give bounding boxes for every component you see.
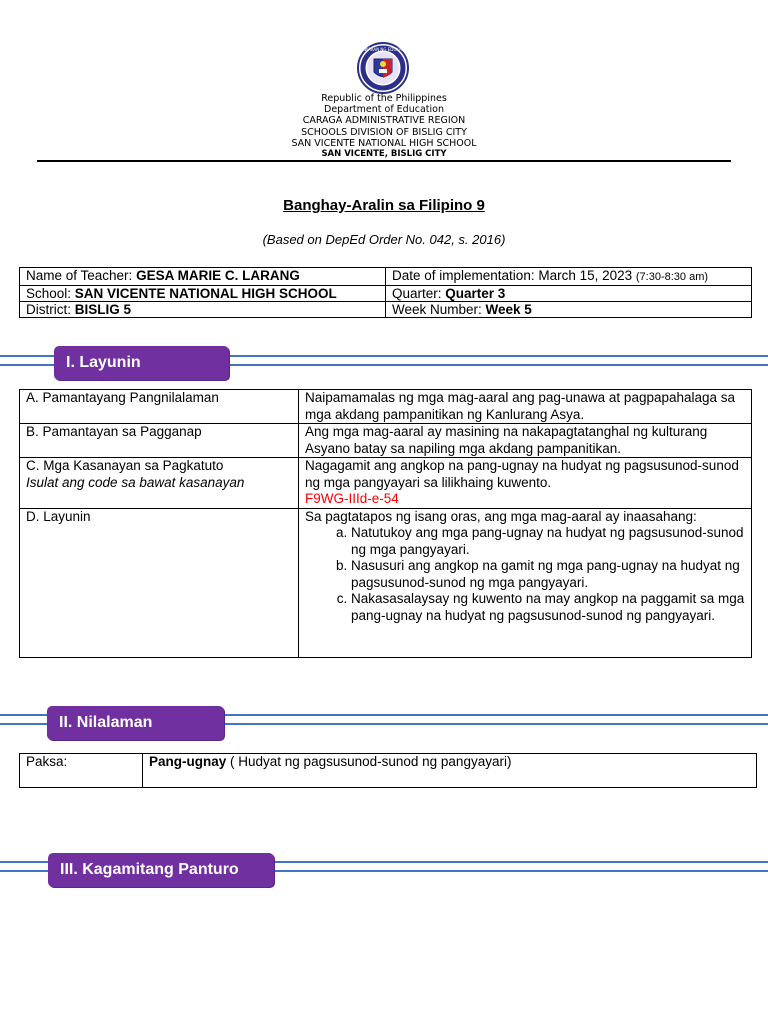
table-row [20,424,752,458]
row-c-label: C. Mga Kasanayan sa Pagkatuto [26,458,224,473]
header-line-school: SAN VICENTE NATIONAL HIGH SCHOOL [291,137,477,149]
date-cell [386,268,752,286]
svg-text:KAGAWARAN NG EDUKASYON: KAGAWARAN NG EDUKASYON [353,47,413,52]
table-row [20,286,752,302]
objectives-list [305,525,745,624]
district-cell [20,302,386,318]
row-c-text: Nagagamit ang angkop na pang-ugnay na hudyat ng pagsusunod-sunod ng mga pangyayari sa lilikhaing kuwento. [305,458,739,490]
paksa-label: Paksa: [20,754,143,788]
table-row [20,458,752,509]
row-a-text: Naipamamalas ng mga mag-aaral ang pag-unawa at pagpapahalaga sa mga akdang pampanitikan ng Kanlurang Asya. [299,390,752,424]
header-line-department: Department of Education [324,104,444,116]
paksa-detail: ( Hudyat ng pagsusunod-sunod ng pangyayari) [226,754,512,769]
row-c-note: Isulat ang code sa bawat kasanayan [26,474,245,490]
header-line-division: SCHOOLS DIVISION OF BISLIG CITY [301,126,467,138]
table-row [20,754,757,788]
deped-seal [352,42,414,94]
header-line-address: SAN VICENTE, BISLIG CITY [321,149,447,160]
layunin-table [19,389,752,658]
table-row [20,508,752,657]
list-item: a. Natutukoy ang mga pang-ugnay na hudyat ng pagsusunod-sunod ng mga pangyayari. [351,525,745,558]
week-label: Week Number: [392,302,486,317]
competency-code: F9WG-IIId-e-54 [305,491,399,506]
row-d-intro: Sa pagtatapos ng isang oras, ang mga mag-aaral ay inaasahang: [305,508,697,524]
teacher-value: GESA MARIE C. LARANG [136,268,300,283]
quarter-value: Quarter 3 [445,286,506,301]
district-label: District: [26,302,75,317]
table-row [20,268,752,286]
row-b-label: B. Pamantayan sa Pagganap [20,424,299,458]
row-c-text-cell [299,458,752,509]
header-divider [37,160,731,162]
list-item: b. Nasusuri ang angkop na gamit ng mga pang-ugnay na hudyat ng pagsusunod-sunod ng mga pangyayari. [351,558,745,591]
header-line-region: CARAGA ADMINISTRATIVE REGION [302,115,466,127]
school-cell [20,286,386,302]
section-heading-kagamitan: III. Kagamitang Panturo [48,853,274,887]
page-subtitle: (Based on DepEd Order No. 042, s. 2016) [262,232,506,247]
quarter-label: Quarter: [392,286,446,301]
paksa-topic: Pang-ugnay [149,754,227,769]
section-heading-nilalaman: II. Nilalaman [47,706,224,740]
school-value: SAN VICENTE NATIONAL HIGH SCHOOL [74,286,337,301]
row-d-label: D. Layunin [20,508,299,657]
district-value: BISLIG 5 [74,302,132,317]
quarter-cell [386,286,752,302]
header-line-republic: Republic of the Philippines [321,93,447,104]
row-b-text: Ang mga mag-aaral ay masining na nakapagtatanghal ng kulturang Asyano batay sa napiling mga akdang pampanitikan. [299,424,752,458]
row-c-label-cell [20,458,299,509]
date-label: Date of implementation: March 15, 2023 [392,268,636,283]
list-item: c. Nakasasalaysay ng kuwento na may angkop na paggamit sa mga pang-ugnay na hudyat ng pagsusunod-sunod ng pangyayari. [351,591,745,624]
section-heading-layunin: I. Layunin [54,346,229,380]
teacher-cell [20,268,386,286]
week-cell [386,302,752,318]
school-label: School: [26,286,75,301]
nilalaman-table [19,753,757,788]
page-title: Banghay-Aralin sa Filipino 9 [283,197,485,214]
header-address-block [0,93,768,160]
table-row [20,390,752,424]
deped-seal-icon [352,42,414,94]
table-row [20,302,752,318]
row-d-cell [299,508,752,657]
info-table [19,267,752,318]
date-time: (7:30-8:30 am) [635,271,709,283]
teacher-label: Name of Teacher: [26,268,137,283]
row-a-label: A. Pamantayang Pangnilalaman [20,390,299,424]
paksa-cell [143,754,757,788]
week-value: Week 5 [485,302,532,317]
